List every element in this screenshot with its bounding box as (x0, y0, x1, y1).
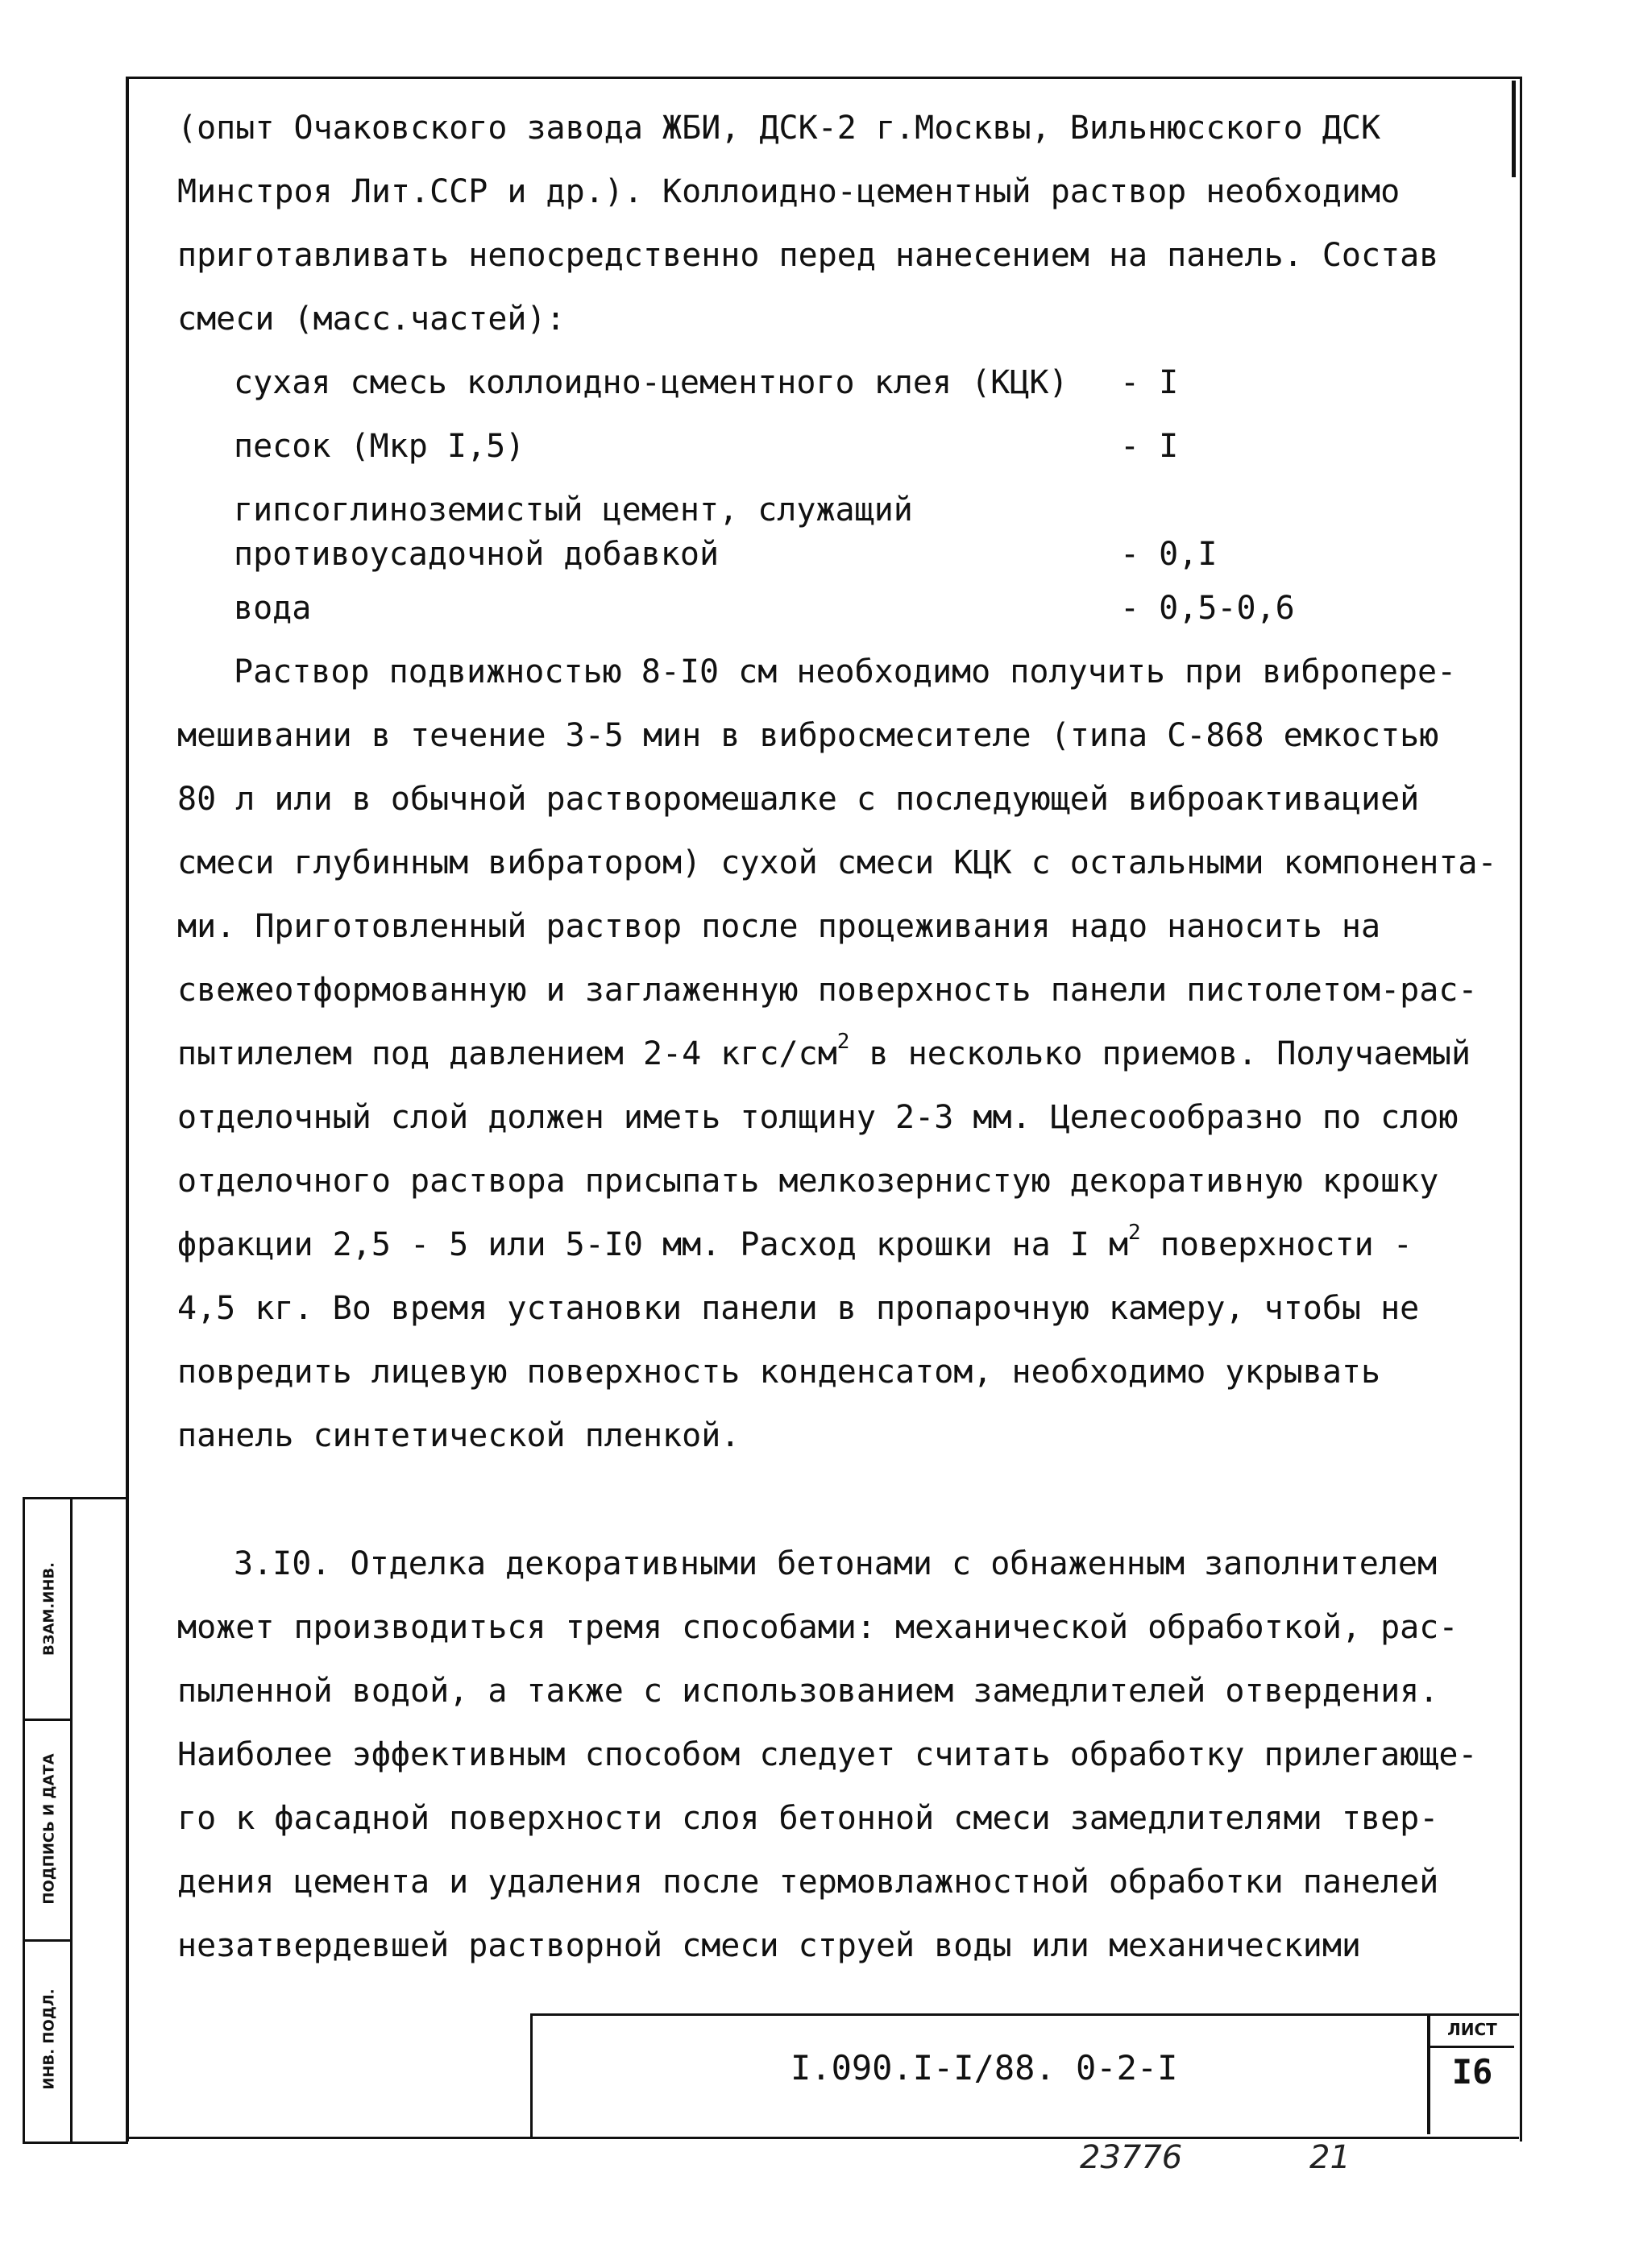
mixture-item-name: сухая смесь коллоидно-цементного клея (КЦК) (234, 364, 1069, 401)
handwritten-number: 23776 (1080, 2139, 1183, 2176)
mixture-item-value: - I (1120, 428, 1179, 465)
mixture-item-value: - I (1120, 364, 1179, 401)
section-heading-line: 3.I0. Отделка декоративными бетонами с обнаженным заполнителем (234, 1545, 1438, 1582)
text-line: отделочного раствора присыпать мелкозернистую декоративную крошку (177, 1163, 1439, 1200)
stamp-label-original-inventory: ИНВ. ПОДЛ. (40, 1988, 58, 2090)
mixture-item-name: гипсоглиноземистый цемент, служащий (234, 491, 913, 529)
text-segment: в несколько приемов. Получаемый (849, 1035, 1471, 1072)
stamp-divider (25, 1939, 70, 1942)
sheet-label: ЛИСТ (1430, 2013, 1514, 2048)
text-line: может производиться тремя способами: механической обработкой, рас- (177, 1609, 1459, 1646)
text-line: Наиболее эффективным способом следует считать обработку прилегающе- (177, 1736, 1478, 1773)
text-line: 4,5 кг. Во время установки панели в пропарочную камеру, чтобы не (177, 1290, 1420, 1327)
text-line-with-superscript (177, 1022, 1499, 1086)
text-segment: фракции 2,5 - 5 или 5-I0 мм. Расход крошки на I м (177, 1226, 1129, 1263)
text-line: отделочный слой должен иметь толщину 2-3 мм. Целесообразно по слою (177, 1099, 1459, 1136)
document-code: I.090.I-I/88. 0-2-I (791, 2048, 1178, 2088)
text-line: ми. Приготовленный раствор после процеживания надо наносить на (177, 908, 1381, 945)
stamp-label-signature-date: ПОДПИСЬ И ДАТА (40, 1753, 58, 1905)
document-body (177, 97, 1499, 1978)
superscript: 2 (836, 1029, 850, 1054)
text-segment: пытилелем под давлением 2-4 кгс/см (177, 1035, 837, 1072)
text-line: 80 л или в обычной растворомешалке с последующей виброактивацией (177, 781, 1420, 818)
mixture-item-name-continued: противоусадочной добавкой (234, 536, 720, 573)
text-line: го к фасадной поверхности слоя бетонной смеси замедлителями твер- (177, 1800, 1439, 1837)
mixture-item-name: вода (234, 590, 312, 627)
mixture-item-name: песок (Мкр I,5) (234, 428, 525, 465)
stamp-divider (25, 1719, 70, 1721)
sheet-number: I6 (1451, 2052, 1493, 2092)
text-line: Минстроя Лит.ССР и др.). Коллоидно-цементный раствор необходимо (177, 173, 1401, 210)
text-line: повредить лицевую поверхность конденсатом, необходимо укрывать (177, 1354, 1381, 1391)
paragraph-gap (177, 1468, 1499, 1532)
stamp-divider (70, 1499, 73, 2142)
text-line: незатвердевшей растворной смеси струей воды или механическими (177, 1927, 1362, 1964)
mixture-item-value: - 0,I (1120, 536, 1218, 573)
mixture-item-dry-mix (177, 351, 1499, 415)
text-line: панель синтетической пленкой. (177, 1417, 741, 1454)
text-line: свежеотформованную и заглаженную поверхность панели пистолетом-рас- (177, 972, 1478, 1009)
text-line-with-superscript (177, 1213, 1499, 1277)
text-line: приготавливать непосредственно перед нанесением на панель. Состав (177, 237, 1439, 274)
frame-tick-mark (1512, 81, 1516, 177)
title-block (530, 2013, 1519, 2139)
mixture-item-cement (177, 479, 1499, 577)
text-line: смеси глубинным вибратором) сухой смеси КЦК с остальными компонента- (177, 844, 1497, 881)
mixture-item-value: - 0,5-0,6 (1120, 590, 1295, 627)
text-line: мешивании в течение 3-5 мин в вибросмесителе (типа С-868 емкостью (177, 717, 1439, 754)
stamp-label-replacement-inventory: ВЗАМ.ИНВ. (40, 1562, 58, 1656)
side-stamp (23, 1497, 128, 2144)
text-segment: поверхности - (1140, 1226, 1413, 1263)
text-line: пыленной водой, а также с использованием замедлителей отвердения. (177, 1673, 1439, 1710)
superscript: 2 (1128, 1220, 1141, 1245)
sheet-box (1427, 2013, 1517, 2134)
text-line: смеси (масс.частей): (177, 301, 566, 338)
mixture-item-water (177, 577, 1499, 641)
text-line: дения цемента и удаления после термовлажностной обработки панелей (177, 1864, 1439, 1901)
text-line: Раствор подвижностью 8-I0 см необходимо получить при вибропере- (234, 653, 1457, 690)
handwritten-page: 21 (1309, 2139, 1351, 2176)
text-line: (опыт Очаковского завода ЖБИ, ДСК-2 г.Москвы, Вильнюсского ДСК (177, 110, 1381, 147)
mixture-item-sand (177, 415, 1499, 479)
